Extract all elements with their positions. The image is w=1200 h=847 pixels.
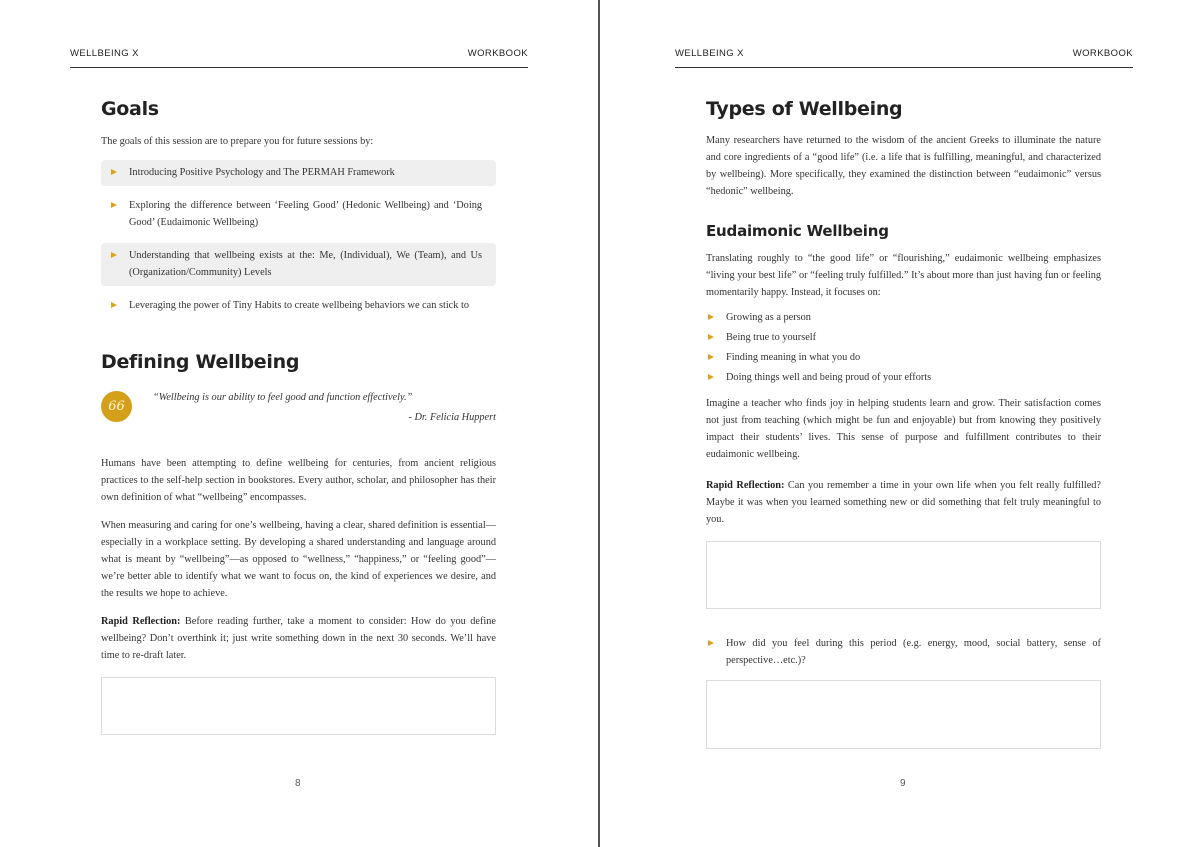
left-content: [101, 96, 496, 735]
goals-heading: Goals: [101, 98, 159, 120]
types-paragraph: Many researchers have returned to the wisdom of the ancient Greeks to illuminate the nature and core ingredients of a “good life” (i.e. a life that is fulfilling, meaningful, and characterized by wellbeing). More specifically, they examined the distinction between “eudaimonic” versus “hedonic” wellbeing.: [706, 135, 1101, 197]
triangle-bullet-icon: [111, 252, 117, 258]
reflection-label: Rapid Reflection:: [706, 480, 785, 491]
triangle-bullet-icon: [111, 302, 117, 308]
right-content: [706, 96, 1101, 749]
teacher-paragraph: Imagine a teacher who finds joy in helping students learn and grow. Their satisfaction comes not just from teaching (which might be fun and enjoyable) but from knowing they positively impact their students’ lives. This sense of purpose and fulfillment contributes to their eudaimonic wellbeing.: [706, 398, 1101, 460]
header-section: WORKBOOK: [467, 48, 528, 59]
triangle-bullet-icon: [708, 334, 714, 340]
followup-list: [706, 635, 1101, 669]
header-rule: [675, 67, 1133, 68]
quote-block: [101, 387, 496, 427]
triangle-bullet-icon: [111, 169, 117, 175]
reflection-label: Rapid Reflection:: [101, 616, 181, 627]
right-page: [600, 0, 1200, 847]
triangle-bullet-icon: [708, 640, 714, 646]
triangle-bullet-icon: [111, 202, 117, 208]
triangle-bullet-icon: [708, 314, 714, 320]
answer-box[interactable]: [101, 677, 496, 735]
definition-paragraph: When measuring and caring for one’s wellbeing, having a clear, shared definition is essential—especially in a workplace setting. By developing a shared understanding and language around what is meant by “wellbeing”—as opposed to “wellness,” “happiness,” or “feeling good”—we’re better able to identify what we want to focus on, the kind of experiences we desire, and the results we hope to achieve.: [101, 520, 496, 599]
goal-item: Leveraging the power of Tiny Habits to create wellbeing behaviors we can stick to: [101, 293, 496, 319]
goals-list: [101, 160, 496, 319]
quote-icon: 66: [101, 391, 132, 422]
goal-item: Understanding that wellbeing exists at the: Me, (Individual), We (Team), and Us (Organization/Community) Levels: [101, 243, 496, 286]
list-item: Growing as a person: [706, 309, 1101, 326]
reflection-text: Can you remember a time in your own life when you felt really fulfilled? Maybe it was when you learned something new or did something that felt truly meaningful to you.: [706, 480, 1101, 525]
eudaimonic-list: [706, 309, 1101, 386]
quote-author: - Dr. Felicia Huppert: [408, 412, 496, 423]
header-rule: [70, 67, 528, 68]
list-item: Doing things well and being proud of your efforts: [706, 369, 1101, 386]
answer-box[interactable]: [706, 680, 1101, 749]
defining-heading: Defining Wellbeing: [101, 351, 300, 373]
reflection-paragraph: [101, 613, 496, 664]
triangle-bullet-icon: [708, 354, 714, 360]
goals-intro: The goals of this session are to prepare you for future sessions by:: [101, 136, 374, 147]
triangle-bullet-icon: [708, 374, 714, 380]
goal-item: Introducing Positive Psychology and The PERMAH Framework: [101, 160, 496, 186]
eudaimonic-paragraph: Translating roughly to “the good life” or “flourishing,” eudaimonic wellbeing emphasizes “living your best life” or “feeling truly fulfilled.” It’s about more than just having fun or feeling momentarily happy. Instead, it focuses on:: [706, 253, 1101, 298]
eudaimonic-heading: Eudaimonic Wellbeing: [706, 222, 889, 240]
page-number: 9: [900, 778, 906, 789]
list-item: Finding meaning in what you do: [706, 349, 1101, 366]
types-heading: Types of Wellbeing: [706, 98, 903, 120]
reflection-text: Before reading further, take a moment to consider: How do you define wellbeing? Don’t overthink it; just write something down in the next 30 seconds. We’ll have time to re-draft later.: [101, 616, 496, 661]
list-item: How did you feel during this period (e.g. energy, mood, social battery, sense of perspective…etc.)?: [706, 635, 1101, 669]
header-section: WORKBOOK: [1072, 48, 1133, 59]
quote-text: “Wellbeing is our ability to feel good and function effectively.”: [153, 392, 413, 403]
page-header: [70, 48, 528, 62]
header-brand: WELLBEING X: [70, 48, 139, 59]
goal-item: Exploring the difference between ‘Feeling Good’ (Hedonic Wellbeing) and ‘Doing Good’ (Eudaimonic Wellbeing): [101, 193, 496, 236]
intro-paragraph: Humans have been attempting to define wellbeing for centuries, from ancient religious practices to the self-help section in bookstores. Every author, scholar, and philosopher has their own definition of what “wellbeing” encompasses.: [101, 458, 496, 503]
answer-box[interactable]: [706, 541, 1101, 609]
page-number: 8: [295, 778, 301, 789]
reflection-paragraph: [706, 477, 1101, 528]
header-brand: WELLBEING X: [675, 48, 744, 59]
page-header: [675, 48, 1133, 62]
list-item: Being true to yourself: [706, 329, 1101, 346]
